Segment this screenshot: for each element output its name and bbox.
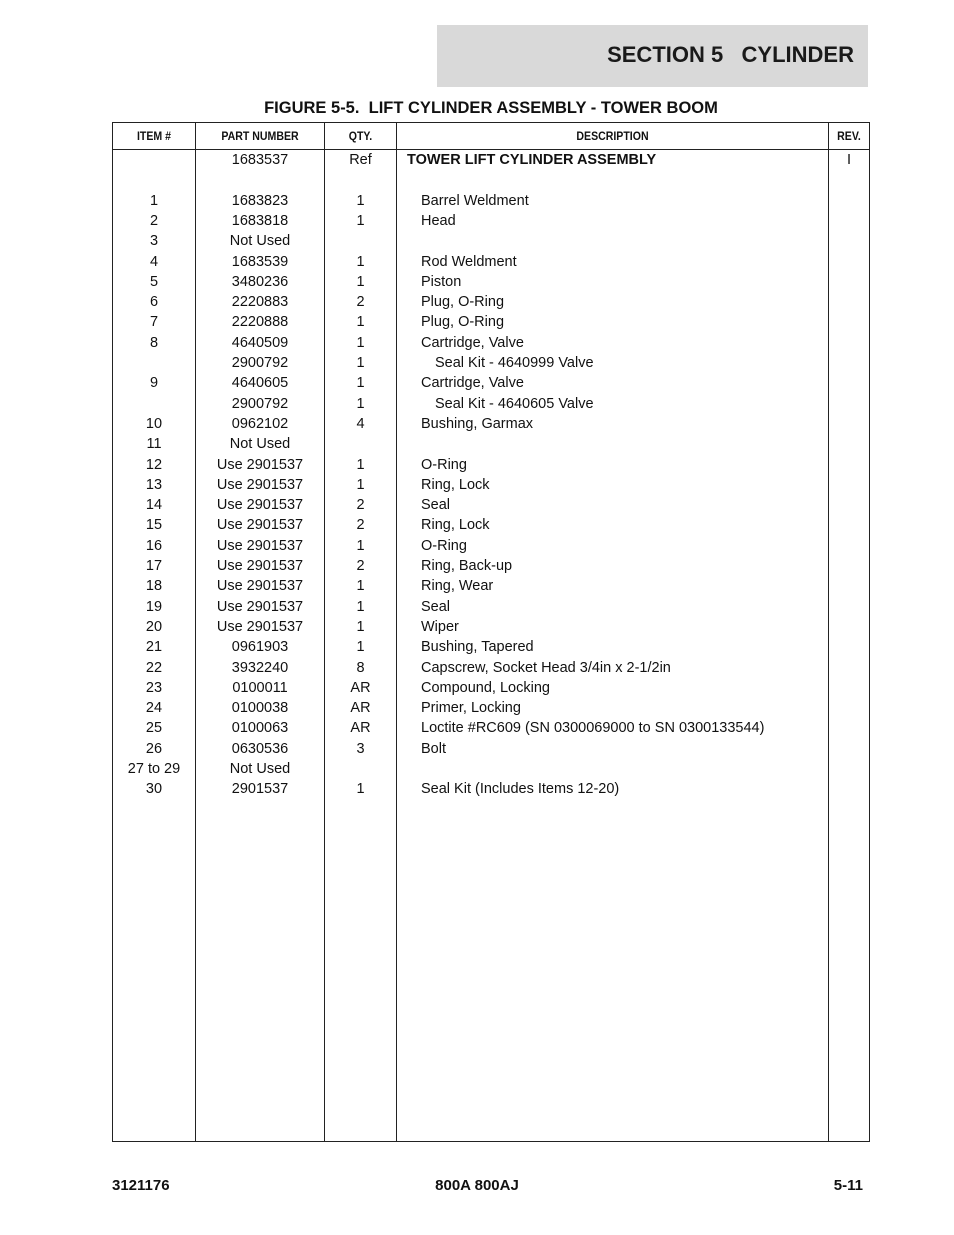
parts-table <box>112 122 870 1142</box>
quantity-cell: AR <box>350 700 371 717</box>
item-number-cell: 4 <box>149 253 159 270</box>
column-header-qty: QTY. <box>348 129 373 143</box>
description-cell: Plug, O-Ring <box>421 314 505 331</box>
quantity-cell: 1 <box>356 355 365 371</box>
part-number-cell: Use 2901537 <box>216 456 304 473</box>
item-number-cell: 14 <box>145 497 163 514</box>
quantity-cell: 1 <box>356 618 365 635</box>
section-title: SECTION 5 CYLINDER <box>607 42 854 67</box>
quantity-cell: 2 <box>356 294 365 311</box>
description-cell: Ring, Wear <box>421 578 494 595</box>
table-row <box>113 312 869 332</box>
item-number-cell: 18 <box>145 578 163 595</box>
part-number-cell: 2220883 <box>231 294 289 311</box>
description-cell: Seal <box>421 598 451 615</box>
quantity-cell: 1 <box>356 537 365 554</box>
description-cell: Ring, Back-up <box>421 558 513 574</box>
table-row <box>113 434 869 454</box>
column-header-rev: REV. <box>837 129 861 143</box>
description-cell: Barrel Weldment <box>421 192 529 209</box>
table-row <box>113 759 869 779</box>
table-row <box>113 272 869 292</box>
table-row <box>113 515 869 535</box>
table-row <box>113 353 869 373</box>
figure-title: FIGURE 5-5. LIFT CYLINDER ASSEMBLY - TOWER BOOM <box>264 99 718 117</box>
part-number-cell: 1683537 <box>231 152 289 168</box>
description-cell: Bushing, Garmax <box>421 415 534 432</box>
part-number-cell: 2900792 <box>231 395 289 412</box>
quantity-cell: 1 <box>356 314 365 331</box>
table-row <box>113 637 869 657</box>
item-number-cell: 6 <box>149 294 159 311</box>
quantity-cell: 1 <box>356 781 365 798</box>
description-cell: Seal Kit - 4640999 Valve <box>435 355 594 371</box>
quantity-cell: 8 <box>356 659 365 676</box>
table-row <box>113 373 869 393</box>
table-row <box>113 617 869 637</box>
item-number-cell: 8 <box>149 334 159 351</box>
table-row <box>113 576 869 596</box>
part-number-cell: 1683539 <box>231 253 289 270</box>
table-row <box>113 394 869 414</box>
table-row <box>113 455 869 475</box>
quantity-cell: 1 <box>356 639 365 656</box>
table-row <box>113 658 869 678</box>
item-number-cell: 5 <box>149 273 159 290</box>
part-number-cell: Use 2901537 <box>216 476 304 493</box>
table-row <box>113 333 869 353</box>
item-number-cell: 27 to 29 <box>127 761 181 777</box>
description-cell: Compound, Locking <box>421 679 550 696</box>
part-number-cell: Not Used <box>229 436 291 453</box>
quantity-cell: Ref <box>349 152 372 168</box>
column-header-item: ITEM # <box>136 129 172 143</box>
description-cell: O-Ring <box>421 537 467 554</box>
quantity-cell: 1 <box>356 395 365 412</box>
part-number-cell: 0100011 <box>232 679 288 696</box>
item-number-cell: 13 <box>145 476 163 493</box>
part-number-cell: 1683823 <box>231 192 289 209</box>
table-row <box>113 536 869 556</box>
table-row <box>113 170 869 190</box>
description-cell: Ring, Lock <box>421 476 490 493</box>
item-number-cell: 12 <box>145 456 163 473</box>
quantity-cell: 1 <box>356 253 365 270</box>
revision-cell: I <box>846 152 852 168</box>
part-number-cell: Use 2901537 <box>216 537 304 554</box>
part-number-cell: Use 2901537 <box>216 598 304 615</box>
part-number-cell: Use 2901537 <box>216 558 304 574</box>
table-row <box>113 150 869 170</box>
item-number-cell: 9 <box>149 375 159 392</box>
quantity-cell: 1 <box>356 598 365 615</box>
table-row <box>113 678 869 698</box>
description-cell: Rod Weldment <box>421 253 517 270</box>
table-row <box>113 475 869 495</box>
item-number-cell: 26 <box>145 740 163 757</box>
part-number-cell: 4640509 <box>231 334 289 351</box>
item-number-cell: 3 <box>149 233 159 250</box>
quantity-cell: 1 <box>356 334 365 351</box>
part-number-cell: Use 2901537 <box>216 517 304 534</box>
item-number-cell: 25 <box>145 720 163 737</box>
table-row <box>113 779 869 799</box>
description-cell: Cartridge, Valve <box>421 334 524 351</box>
item-number-cell: 21 <box>145 639 163 656</box>
description-cell: TOWER LIFT CYLINDER ASSEMBLY <box>407 152 657 168</box>
table-row <box>113 191 869 211</box>
item-number-cell: 10 <box>145 415 163 432</box>
description-cell: Loctite #RC609 (SN 0300069000 to SN 0300133544) <box>421 720 765 737</box>
part-number-cell: Use 2901537 <box>216 578 304 595</box>
table-row <box>113 231 869 251</box>
part-number-cell: 0630536 <box>231 740 289 757</box>
item-number-cell: 19 <box>145 598 163 615</box>
quantity-cell: 2 <box>356 497 365 514</box>
description-cell: Wiper <box>421 618 459 635</box>
part-number-cell: Use 2901537 <box>216 618 304 635</box>
description-cell: Seal Kit (Includes Items 12-20) <box>421 781 620 798</box>
part-number-cell: 0100038 <box>231 700 289 717</box>
description-cell: Cartridge, Valve <box>421 375 524 392</box>
part-number-cell: 0961903 <box>231 639 289 656</box>
item-number-cell: 20 <box>145 618 163 635</box>
part-number-cell: 4640605 <box>231 375 289 392</box>
section-header <box>437 25 868 87</box>
description-cell: Plug, O-Ring <box>421 294 505 311</box>
table-row <box>113 556 869 576</box>
quantity-cell: 1 <box>356 578 365 595</box>
item-number-cell: 15 <box>145 517 163 534</box>
footer-model: 800A 800AJ <box>435 1177 519 1194</box>
table-row <box>113 211 869 231</box>
description-cell: Capscrew, Socket Head 3/4in x 2-1/2in <box>421 659 671 676</box>
description-cell: Bushing, Tapered <box>421 639 534 656</box>
quantity-cell: AR <box>350 720 371 737</box>
description-cell: O-Ring <box>421 456 467 473</box>
part-number-cell: Not Used <box>229 761 291 777</box>
table-row <box>113 597 869 617</box>
quantity-cell: 1 <box>356 212 365 229</box>
description-cell: Bolt <box>421 740 446 757</box>
part-number-cell: 2220888 <box>231 314 289 331</box>
part-number-cell: 3480236 <box>231 273 289 290</box>
quantity-cell: 2 <box>356 558 365 574</box>
item-number-cell: 2 <box>149 212 159 229</box>
footer-doc-number: 3121176 <box>112 1177 170 1194</box>
quantity-cell: 2 <box>356 517 365 534</box>
part-number-cell: 0962102 <box>231 415 289 432</box>
part-number-cell: 3932240 <box>231 659 289 676</box>
table-row <box>113 698 869 718</box>
item-number-cell: 16 <box>145 537 163 554</box>
table-row <box>113 414 869 434</box>
quantity-cell: 1 <box>356 375 365 392</box>
column-header-part-number: PART NUMBER <box>221 129 299 143</box>
description-cell: Primer, Locking <box>421 700 521 717</box>
item-number-cell: 23 <box>145 679 163 696</box>
description-cell: Head <box>421 212 456 229</box>
table-row <box>113 292 869 312</box>
table-row <box>113 739 869 759</box>
part-number-cell: 2900792 <box>231 355 289 371</box>
item-number-cell: 24 <box>145 700 163 717</box>
item-number-cell: 7 <box>149 314 159 331</box>
description-cell: Seal Kit - 4640605 Valve <box>435 395 594 412</box>
table-row <box>113 718 869 738</box>
quantity-cell: 1 <box>356 273 365 290</box>
quantity-cell: 1 <box>356 456 365 473</box>
item-number-cell: 30 <box>145 781 163 798</box>
table-row <box>113 252 869 272</box>
quantity-cell: 3 <box>356 740 365 757</box>
quantity-cell: 1 <box>356 192 365 209</box>
item-number-cell: 1 <box>149 192 159 209</box>
item-number-cell: 17 <box>145 558 163 574</box>
column-header-description: DESCRIPTION <box>576 129 649 143</box>
table-row <box>113 495 869 515</box>
quantity-cell: 1 <box>356 476 365 493</box>
footer-page-number: 5-11 <box>833 1177 863 1194</box>
part-number-cell: Not Used <box>229 233 291 250</box>
item-number-cell: 22 <box>145 659 163 676</box>
part-number-cell: 1683818 <box>231 212 289 229</box>
quantity-cell: AR <box>350 679 371 696</box>
part-number-cell: 0100063 <box>231 720 289 737</box>
description-cell: Piston <box>421 273 462 290</box>
part-number-cell: 2901537 <box>231 781 289 798</box>
item-number-cell: 11 <box>146 436 162 453</box>
quantity-cell: 4 <box>356 415 365 432</box>
description-cell: Seal <box>421 497 451 514</box>
part-number-cell: Use 2901537 <box>216 497 304 514</box>
description-cell: Ring, Lock <box>421 517 490 534</box>
